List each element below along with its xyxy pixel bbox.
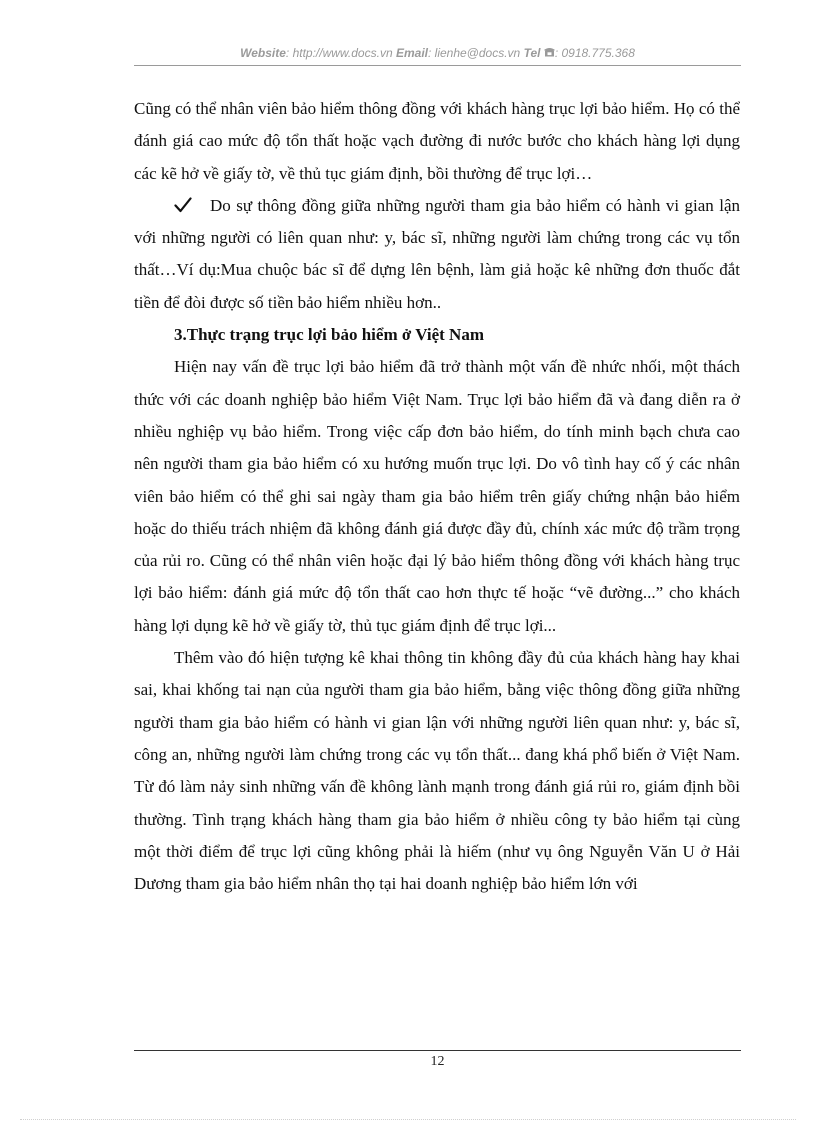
paragraph-4: Thêm vào đó hiện tượng kê khai thông tin không đầy đủ của khách hàng hay khai sai, khai khống tai nạn của người tham gia bảo hiểm, bằng việc thông đồng giữa những người tham gia bảo hiểm có hành vi gian lận với những người liên quan như: y, bác sĩ, công an, những người làm chứng trong các vụ tổn thất... đang khá phổ biến ở Việt Nam. Từ đó làm nảy sinh những vấn đề không lành mạnh trong đánh giá rủi ro, giám định bồi thường. Tình trạng khách hàng tham gia bảo hiểm ở nhiều công ty bảo hiểm tại cùng một thời điểm để trục lợi cũng không phải là hiếm (như vụ ông Nguyễn Văn U ở Hải Dương tham gia bảo hiểm nhân thọ tại hai doanh nghiệp bảo hiểm lớn với bbox=[134, 648, 740, 894]
tel-label: Tel bbox=[523, 46, 541, 60]
phone-icon bbox=[544, 46, 555, 60]
page-header bbox=[134, 46, 741, 60]
checkmark-icon bbox=[134, 190, 210, 222]
email-label: Email bbox=[395, 46, 428, 60]
website-label: Website bbox=[240, 46, 286, 60]
paragraph-3: Hiện nay vấn đề trục lợi bảo hiểm đã trở thành một vấn đề nhức nhối, một thách thức với các doanh nghiệp bảo hiểm Việt Nam. Trục lợi bảo hiểm đã và đang diễn ra ở nhiều nghiệp vụ bảo hiểm. Trong việc cấp đơn bảo hiểm, do tính minh bạch chưa cao nên người tham gia bảo hiểm có xu hướng muốn trục lợi. Do vô tình hay cố ý các nhân viên bảo hiểm có thể ghi sai ngày tham gia bảo hiểm trên giấy chứng nhận bảo hiểm hoặc do thiếu trách nhiệm đã không đánh giá được đầy đủ, chính xác mức độ trầm trọng của rủi ro. Cũng có thể nhân viên hoặc đại lý bảo hiểm thông đồng với khách hàng trục lợi bảo hiểm: đánh giá mức độ tổn thất cao hơn thực tế hoặc “vẽ đường...” cho khách hàng lợi dụng kẽ hở về giấy tờ, thủ tục giám định để trục lợi... bbox=[134, 357, 740, 635]
paragraph-2-text: Do sự thông đồng giữa những người tham gia bảo hiểm có hành vi gian lận với những người có liên quan như: y, bác sĩ, những người làm chứng trong các vụ tổn thất…Ví dụ:Mua chuộc bác sĩ để dựng lên bệnh, làm giả hoặc kê những đơn thuốc đắt tiền để đòi được số tiền bảo hiểm nhiều hơn.. bbox=[134, 195, 740, 312]
paragraph-1: Cũng có thể nhân viên bảo hiểm thông đồng với khách hàng trục lợi bảo hiểm. Họ có thể đánh giá cao mức độ tổn thất hoặc vạch đường đi nước bước cho khách hàng lợi dụng các kẽ hở về giấy tờ, về thủ tục giám định, bồi thường để trục lợi… bbox=[134, 99, 740, 183]
page-edge-divider bbox=[20, 1119, 796, 1120]
page-number: 12 bbox=[430, 1054, 445, 1069]
tel-value: : 0918.775.368 bbox=[554, 46, 635, 60]
paragraph-2 bbox=[134, 190, 740, 319]
header-divider bbox=[134, 65, 741, 66]
email-value: : lienhe@docs.vn bbox=[427, 46, 521, 60]
website-value: : http://www.docs.vn bbox=[285, 46, 393, 60]
document-body bbox=[134, 93, 740, 900]
footer-divider bbox=[134, 1050, 741, 1051]
section-heading: 3.Thực trạng trục lợi bảo hiểm ở Việt Nam bbox=[174, 325, 484, 345]
